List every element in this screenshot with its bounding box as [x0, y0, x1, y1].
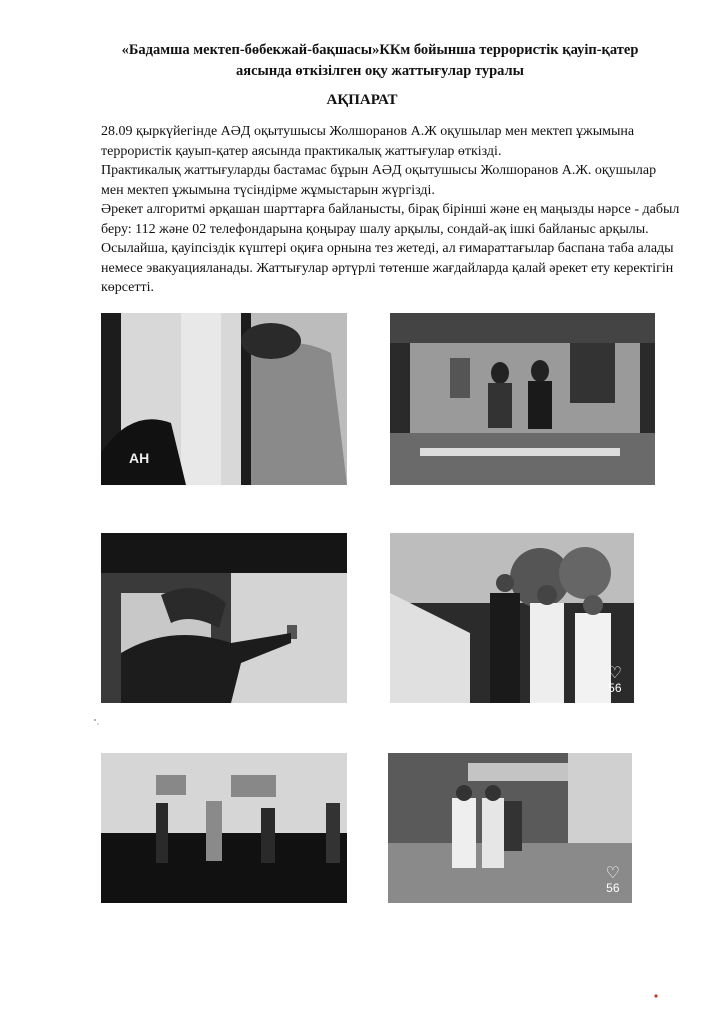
document-title — [100, 40, 660, 82]
like-count: 56 — [608, 681, 622, 695]
photo-students-exit-building — [388, 753, 632, 903]
like-overlay — [606, 867, 620, 895]
heart-icon: ♡ — [607, 665, 622, 682]
title-line-2: аясында өткізілген оқу жаттығулар туралы — [235, 63, 525, 79]
document-heading: АҚПАРАТ — [326, 92, 398, 108]
like-overlay — [608, 667, 622, 695]
photo-students-walking-hall — [101, 753, 347, 903]
heart-icon: ♡ — [605, 865, 620, 882]
paragraph-1: 28.09 қыркүйегінде АӘД оқытушысы Жолшоранов А.Ж оқушылар мен мектеп ұжымына террористік қауып-қатер аясында практикалық жаттығулар өткізді. — [101, 124, 635, 159]
body-text — [101, 122, 681, 298]
photo-school-lobby — [390, 313, 655, 485]
paragraph-3: Әрекет алгоритмі әрқашан шарттарға байланысты, бірақ бірінші және ең маңызды нәрсе - дабыл беру: 112 және 02 телефондарына қоңырау шалу арқылы, сондай-ақ ішкі байланыс арқылы. Осылайша, қауіпсіздік күштері оқиға орнына тез жетеді, ал ғимараттағылар баспана таба алады немесе эвакуацияланады. Жаттығулар әртүрлі төтенше жағдайларда қалай әрекет ету керектігін көрсетті. — [101, 202, 680, 295]
photo-instructor-pressing-button — [101, 533, 347, 703]
photo-teacher-at-wall — [101, 313, 347, 485]
paragraph-2: Практикалық жаттығуларды бастамас бұрын АӘД оқытушысы Жолшоранов А.Ж. оқушылар мен мектеп ұжымына түсіндірме жұмыстарын жүргізді. — [101, 163, 657, 198]
like-count: 56 — [606, 881, 620, 895]
photo-students-on-stairs — [390, 533, 634, 703]
svg-text:AH: AH — [129, 450, 150, 466]
title-line-1: «Бадамша мектеп-бөбекжай-бақшасы»ККм бойынша террористік қауіп-қатер — [121, 42, 639, 58]
